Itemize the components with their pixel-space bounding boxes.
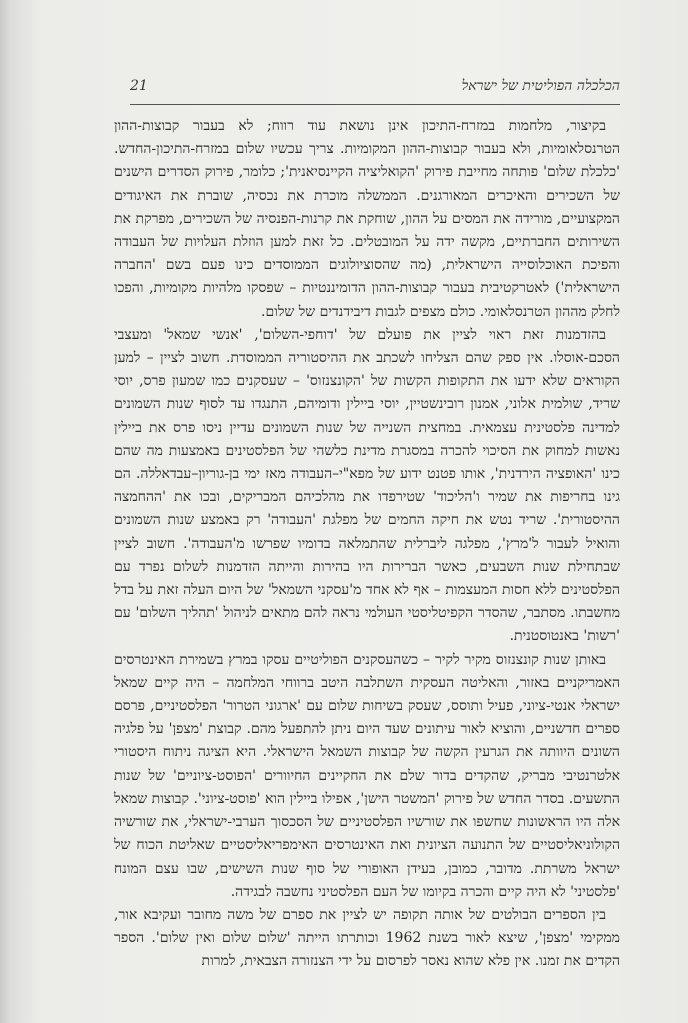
paragraph: באותן שנות קונצנזוס מקיר לקיר – כשהעסקנים הפוליטיים עסקו במרץ בשמירת האינטרסים האמריקניים באזור, והאליטה העסקית השתלבה היטב ברווחי המלחמה – היה קיים שמאל ישראלי אנטי-ציוני, פעיל ותוסס, שעסק בשיחות שלום עם 'ארגוני הטרור' הפלסטיניים, פרסם ספרים חדשניים, והוציא לאור עיתונים שעד היום ניתן להתפעל מהם. קבוצת 'מצפן' על פלגיה השונים היוותה את הגרעין הקשה של קבוצות השמאל הישראלי. היא הציגה ניתוח היסטורי אלטרנטיבי מבריק, שהקדים בדור שלם את החקיינים החיוורים 'הפוסט-ציוניים' של שנות התשעים. בסדר החדש של פירוק 'המשטר הישן', אפילו ביילין הוא 'פוסט-ציוני'. קבוצות שמאל אלה היו הראשונות שחשפו את שורשיו הפלסטיניים של הסכסוך הערבי-ישראלי, את שורשיה הקולוניאליסטיים של התנועה הציונית ואת האינטרסים האימפריאליסטיים שאליטת הכוח של ישראל משרתת. מדובר, כמובן, בעידן האופורי של סוף שנות השישים, שבו עצם המונח 'פלסטיני' לא היה קיים והכרה בקיומו של העם הפלסטיני נחשבה לבגידה. — [114, 651, 621, 900]
running-header — [130, 78, 620, 100]
paragraph: בהזדמנות זאת ראוי לציין את פועלם של 'דוחפי-השלום', 'אנשי שמאל' ומעצבי הסכם-אוסלו. אין ספק שהם הצליחו לשכתב את ההיסטוריה הממוסדת. חשוב לציין – למען הקוראים שלא ידעו את התקופות הקשות של 'הקונצנזוס' – שעסקנים כמו שמעון פרס, יוסי שריד, שולמית אלוני, אמנון רובינשטיין, יוסי ביילין ודומיהם, התנגדו עד לסוף שנות השמונים למדינה פלסטינית עצמאית. במחצית השנייה של שנות השמונים עדיין ניסו פרס את ביילין נאשות למחוק את הסיכוי להכרה במסגרת מדינת כלשהי של הפלסטינים באמצעות מה שהם כינו 'האופציה הירדנית', אותו פטנט ידוע של מפא"י–העבודה מאז ימי בן-גוריון–עבדאללה. הם גינו בחריפות את שמיר ו'הליכוד' שטירפדו את מהלכיהם המבריקים, ובכו את 'ההחמצה ההיסטורית'. שריד נטש את חיקה החמים של מפלגת 'העבודה' רק באמצע שנות השמונים והואיל לעבור ל'מרץ', מפלגה ליברלית שהתמלאה בדומיו שפרשו מ'העבודה'. חשוב לציין שבתחילת שנות השבעים, כאשר הברירות היו בהירות והייתה הזדמנות לשלום נפרד עם הפלסטינים ללא חסות המעצמות – אף לא אחד מ'עסקני השמאל' של היום העלה זאת על בדל מחשבתו. מסתבר, שהסדר הקפיטליסטי העולמי נראה להם מתאים לניהול 'תהליך השלום' עם 'רשות' באנטוסטנית. — [114, 326, 620, 645]
body-text — [114, 115, 620, 974]
running-title: הכלכלה הפוליטית של ישראל — [461, 78, 620, 94]
header-rule — [130, 104, 620, 105]
page-number: 21 — [130, 78, 148, 94]
paragraph: בין הספרים הבולטים של אותה תקופה יש לציין את ספרם של משה מחובר ועקיבא אור, ממקימי 'מצפן', שיצא לאור בשנת 1962 וכותרתו הייתה 'שלום שלום ואין שלום'. הספר הקדים את זמנו. אין פלא שהוא נאסר לפרסום על ידי הצנזורה הצבאית, למרות — [114, 906, 620, 970]
paragraph: בקיצור, מלחמות במזרח-התיכון אינן נושאת עוד רווח; לא בעבור קבוצות-ההון הטרנסלאומיות, ולא בעבור קבוצות-ההון המקומיות. צריך עכשיו שלום במזרח-התיכון-החדש. 'כלכלת שלום' פותחה מחייבת פירוק 'הקואליציה הקיינסיאנית'; כלומר, פירוק הסדרים הישנים של השכירים והאיכרים המאורגנים. הממשלה מוכרת את נכסיה, שוברת את האיגודים המקצועיים, מורידה את המסים על ההון, שוחקת את קרנות-הפנסיה של השכירים, מפרקת את השירותים החברתיים, מקשה ידה על המובטלים. כל זאת למען הוזלת העלויות של העבודה והפיכת האוכלוסייה הישראלית, (מה שהסוציולוגים הממוסדים כינו פעם בשם 'החברה הישראלית') לאטרקטיבית בעבור קבוצות-ההון הדומיננטיות – שפסקו מלהיות מקומיות, והפכו לחלק מההון הטרנסלאומי. כולם מצפים לגבות דיבידנדים של שלום. — [114, 118, 620, 320]
